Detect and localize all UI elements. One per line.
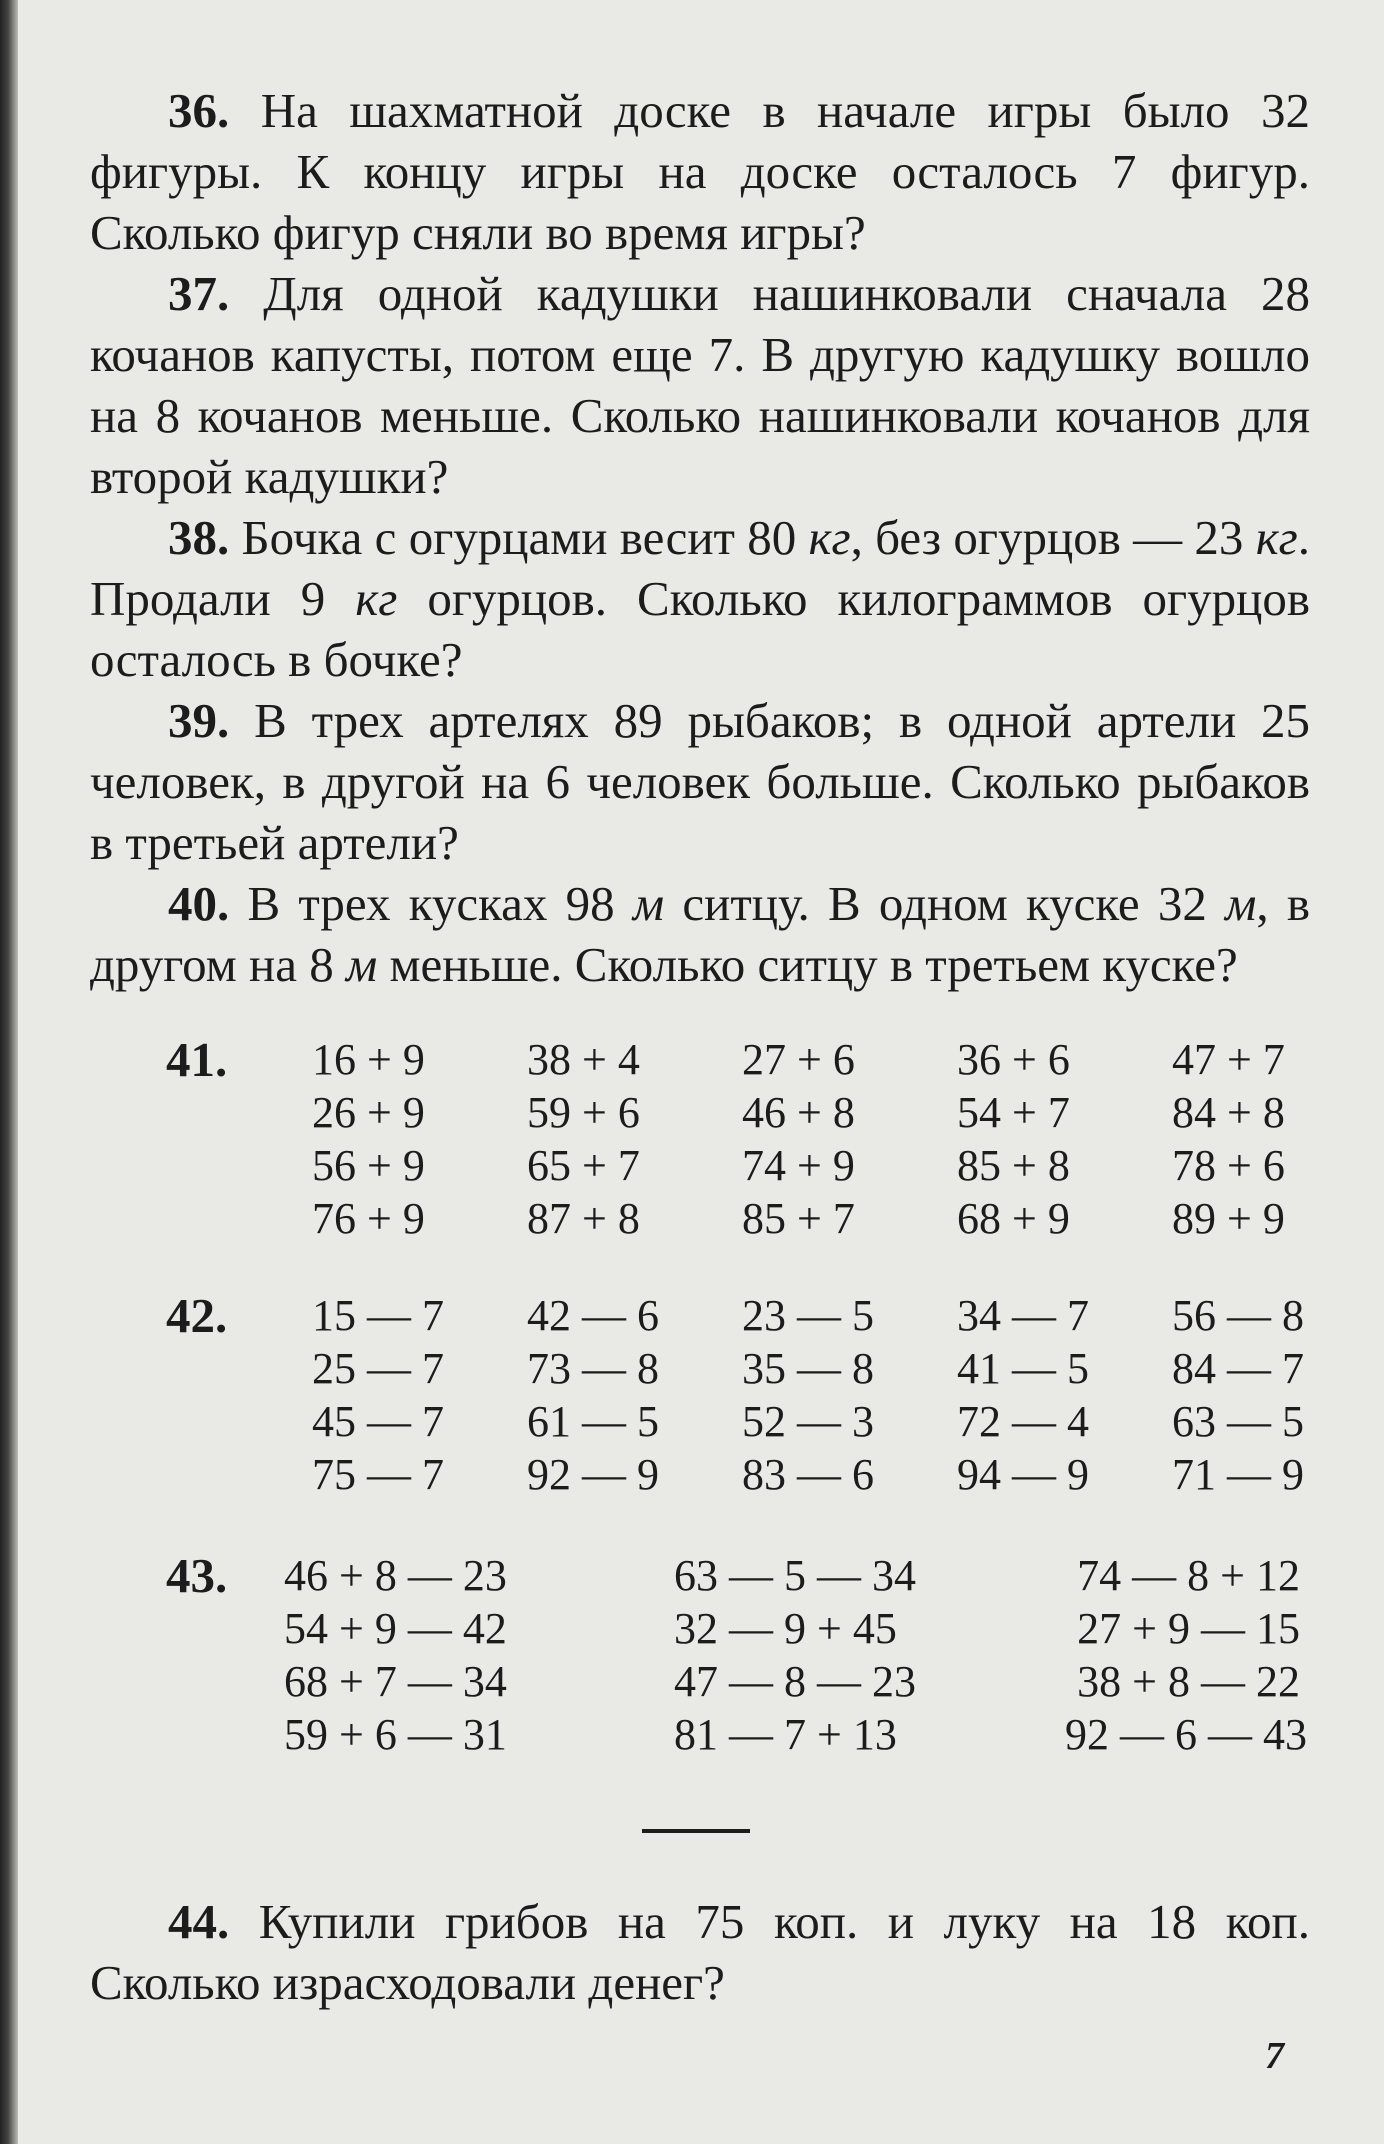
exercise-number: 41. bbox=[166, 1032, 228, 1087]
expression-column bbox=[1172, 1033, 1285, 1245]
expression: 92 — 9 bbox=[527, 1450, 659, 1499]
expression: 54 + 7 bbox=[957, 1088, 1070, 1137]
text-fragment: меньше. Сколько ситцу в третьем куске? bbox=[377, 937, 1238, 992]
text-fragment: В трех кусках 98 bbox=[247, 876, 633, 931]
expression: 71 — 9 bbox=[1172, 1450, 1304, 1499]
expression: 27 + 9 — 15 bbox=[1077, 1604, 1300, 1653]
expression: 38 + 4 bbox=[527, 1035, 640, 1084]
problem-36 bbox=[90, 80, 1310, 263]
expression: 46 + 8 bbox=[742, 1088, 855, 1137]
expression: 41 — 5 bbox=[957, 1344, 1089, 1393]
expression: 68 + 7 — 34 bbox=[284, 1657, 507, 1706]
expression: 89 + 9 bbox=[1172, 1194, 1285, 1243]
text-fragment: огурцов. Сколько килограммов огурцов осталось в бочке? bbox=[90, 571, 1310, 687]
expression: 34 — 7 bbox=[957, 1291, 1089, 1340]
expression: 42 — 6 bbox=[527, 1291, 659, 1340]
expression: 63 — 5 bbox=[1172, 1397, 1304, 1446]
expression: 59 + 6 — 31 bbox=[284, 1710, 507, 1759]
expression: 27 + 6 bbox=[742, 1035, 855, 1084]
problem-37 bbox=[90, 263, 1310, 507]
exercise-42 bbox=[90, 1289, 1310, 1501]
expression: 25 — 7 bbox=[312, 1344, 444, 1393]
expression: 47 — 8 — 23 bbox=[674, 1657, 916, 1706]
expression: 56 — 8 bbox=[1172, 1291, 1304, 1340]
textbook-page bbox=[90, 80, 1310, 2013]
expression: 73 — 8 bbox=[527, 1344, 659, 1393]
expression: 45 — 7 bbox=[312, 1397, 444, 1446]
expression: 87 + 8 bbox=[527, 1194, 640, 1243]
expression: 47 + 7 bbox=[1172, 1035, 1285, 1084]
unit-kg: кг bbox=[1255, 510, 1298, 565]
expression: 76 + 9 bbox=[312, 1194, 425, 1243]
expression: 85 + 7 bbox=[742, 1194, 855, 1243]
problem-number: 38. bbox=[168, 510, 230, 565]
expression: 35 — 8 bbox=[742, 1344, 874, 1393]
problem-text bbox=[90, 510, 1310, 687]
expression-column bbox=[742, 1289, 874, 1501]
expression-column bbox=[742, 1033, 855, 1245]
problem-number: 39. bbox=[168, 693, 230, 748]
expression: 65 + 7 bbox=[527, 1141, 640, 1190]
expression: 68 + 9 bbox=[957, 1194, 1070, 1243]
problem-number: 44. bbox=[168, 1894, 230, 1949]
expression-column bbox=[527, 1289, 659, 1501]
expression: 15 — 7 bbox=[312, 1291, 444, 1340]
problem-text: Купили грибов на 75 коп. и луку на 18 коп. Сколько израсходовали денег? bbox=[90, 1894, 1310, 2010]
expression: 83 — 6 bbox=[742, 1450, 874, 1499]
problem-40 bbox=[90, 873, 1310, 995]
problem-text: На шахматной доске в начале игры было 32 фигуры. К концу игры на доске осталось 7 фигур. Сколько фигур сняли во время игры? bbox=[90, 83, 1311, 260]
exercise-number: 43. bbox=[166, 1548, 228, 1603]
expression: 74 — 8 + 12 bbox=[1077, 1551, 1300, 1600]
expression: 16 + 9 bbox=[312, 1035, 425, 1084]
expression: 61 — 5 bbox=[527, 1397, 659, 1446]
exercise-number: 42. bbox=[166, 1288, 228, 1343]
expression: 81 — 7 + 13 bbox=[674, 1710, 897, 1759]
expression: 56 + 9 bbox=[312, 1141, 425, 1190]
expression: 92 — 6 — 43 bbox=[1065, 1710, 1307, 1759]
expression: 84 + 8 bbox=[1172, 1088, 1285, 1137]
problem-number: 40. bbox=[168, 876, 230, 931]
problem-44 bbox=[90, 1891, 1310, 2013]
expression: 32 — 9 + 45 bbox=[674, 1604, 897, 1653]
page-number: 7 bbox=[1265, 2035, 1284, 2077]
expression: 59 + 6 bbox=[527, 1088, 640, 1137]
problem-38 bbox=[90, 507, 1310, 690]
expression: 38 + 8 — 22 bbox=[1077, 1657, 1300, 1706]
problem-number: 37. bbox=[168, 266, 230, 321]
unit-m: м bbox=[345, 937, 378, 992]
expression-column bbox=[957, 1033, 1070, 1245]
expression-column bbox=[312, 1033, 425, 1245]
expression: 23 — 5 bbox=[742, 1291, 874, 1340]
problem-39 bbox=[90, 690, 1310, 873]
exercise-43 bbox=[90, 1549, 1310, 1761]
unit-m: м bbox=[632, 876, 665, 931]
expression: 26 + 9 bbox=[312, 1088, 425, 1137]
expression: 36 + 6 bbox=[957, 1035, 1070, 1084]
section-divider bbox=[642, 1829, 750, 1833]
text-fragment: , в другом на 8 bbox=[90, 876, 1310, 992]
expression-column bbox=[1065, 1549, 1307, 1761]
expression: 75 — 7 bbox=[312, 1450, 444, 1499]
expression-column bbox=[312, 1289, 444, 1501]
exercise-41 bbox=[90, 1033, 1310, 1245]
expression: 72 — 4 bbox=[957, 1397, 1089, 1446]
unit-kg: кг bbox=[808, 510, 851, 565]
expression: 84 — 7 bbox=[1172, 1344, 1304, 1393]
expression: 94 — 9 bbox=[957, 1450, 1089, 1499]
binding-edge bbox=[0, 0, 18, 2144]
expression: 46 + 8 — 23 bbox=[284, 1551, 507, 1600]
expression-column bbox=[527, 1033, 640, 1245]
expression: 54 + 9 — 42 bbox=[284, 1604, 507, 1653]
unit-kg: кг bbox=[355, 571, 398, 626]
problem-text: Для одной кадушки нашинковали сначала 28 кочанов капусты, потом еще 7. В другую кадушку вошло на 8 кочанов меньше. Сколько нашинковали кочанов для второй кадушки? bbox=[90, 266, 1310, 504]
expression-column bbox=[1172, 1289, 1304, 1501]
problem-number: 36. bbox=[168, 83, 230, 138]
expression-column bbox=[957, 1289, 1089, 1501]
problem-text bbox=[90, 876, 1310, 992]
expression: 52 — 3 bbox=[742, 1397, 874, 1446]
text-fragment: . Продали 9 bbox=[90, 510, 1311, 626]
expression: 74 + 9 bbox=[742, 1141, 855, 1190]
problem-text: В трех артелях 89 рыбаков; в одной артели 25 человек, в другой на 6 человек больше. Сколько рыбаков в третьей артели? bbox=[90, 693, 1311, 870]
expression-column bbox=[284, 1549, 507, 1761]
expression: 85 + 8 bbox=[957, 1141, 1070, 1190]
expression-column bbox=[674, 1549, 916, 1761]
expression: 78 + 6 bbox=[1172, 1141, 1285, 1190]
unit-m: м bbox=[1225, 876, 1257, 931]
expression: 63 — 5 — 34 bbox=[674, 1551, 916, 1600]
text-fragment: ситцу. В одном куске 32 bbox=[664, 876, 1226, 931]
text-fragment: Бочка с огурцами весит 80 bbox=[241, 510, 809, 565]
text-fragment: , без огурцов — 23 bbox=[850, 510, 1256, 565]
